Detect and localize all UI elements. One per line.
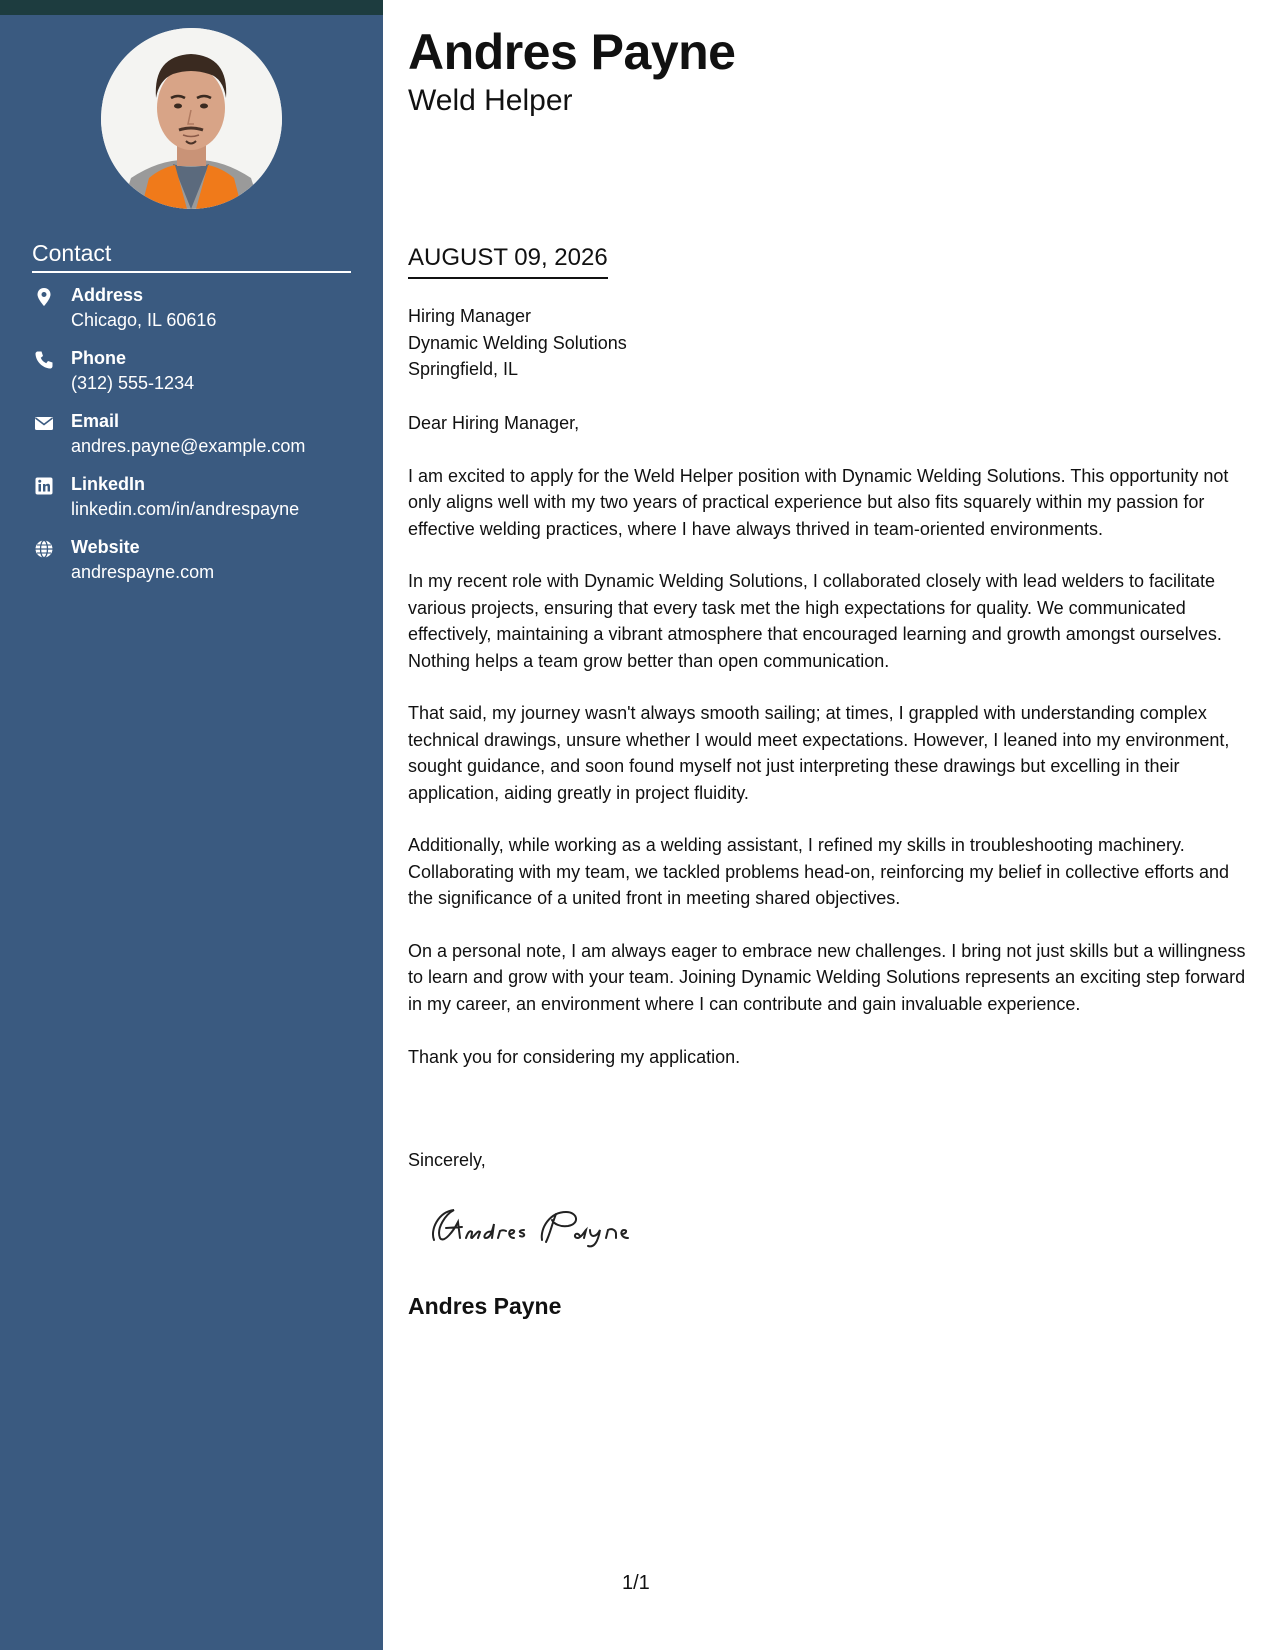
letter-date: AUGUST 09, 2026	[408, 244, 608, 279]
body-paragraph: That said, my journey wasn't always smooth sailing; at times, I grappled with understanding complex technical drawings, unsure whether I would meet expectations. However, I leaned into my environment, sought guidance, and soon found myself not just interpreting these drawings but excelling in their application, aiding greatly in project fluidity.	[408, 703, 1230, 803]
contact-item-website	[32, 537, 362, 600]
applicant-name: Andres Payne	[408, 24, 736, 80]
contact-heading: Contact	[32, 240, 351, 273]
contact-label: Phone	[71, 348, 127, 368]
sidebar-top-bar	[0, 0, 383, 15]
recipient-line: Hiring Manager	[408, 306, 532, 326]
salutation: Dear Hiring Manager,	[408, 413, 580, 433]
contact-item-email	[32, 411, 362, 474]
contact-item-linkedin	[32, 474, 362, 537]
contact-value: Chicago, IL 60616	[71, 310, 217, 330]
body-paragraph: In my recent role with Dynamic Welding Solutions, I collaborated closely with lead welders to facilitate various projects, ensuring that every task met the high expectations for quality. We communicated effectively, maintaining a vibrant atmosphere that encouraged learning and growth amongst ourselves. Nothing helps a team grow better than open communication.	[408, 571, 1222, 671]
letter-body	[408, 410, 1248, 1096]
recipient-block	[408, 303, 627, 383]
contact-value[interactable]: linkedin.com/in/andrespayne	[71, 499, 300, 519]
contact-label: Address	[71, 285, 144, 305]
contact-label: LinkedIn	[71, 474, 146, 494]
email-icon	[34, 413, 54, 433]
phone-icon	[34, 350, 54, 370]
globe-icon	[34, 539, 54, 559]
body-paragraph: I am excited to apply for the Weld Helper position with Dynamic Welding Solutions. This opportunity not only aligns well with my two years of practical experience but also fits squarely within my passion for effective welding practices, where I have always thrived in team-oriented environments.	[408, 465, 1229, 539]
body-paragraph: Additionally, while working as a welding assistant, I refined my skills in troubleshooting machinery. Collaborating with my team, we tackled problems head-on, reinforcing my belief in collective efforts and the significance of a united front in meeting shared objectives.	[408, 835, 1230, 909]
recipient-line: Springfield, IL	[408, 359, 519, 379]
contact-value: (312) 555-1234	[71, 373, 195, 393]
body-paragraph: Thank you for considering my application.	[408, 1046, 741, 1067]
handwritten-signature	[420, 1200, 670, 1250]
applicant-role: Weld Helper	[408, 84, 573, 117]
signer-name: Andres Payne	[408, 1293, 562, 1319]
portrait-image	[101, 28, 282, 209]
contact-item-phone	[32, 348, 362, 411]
sidebar	[0, 0, 383, 1650]
recipient-line: Dynamic Welding Solutions	[408, 332, 627, 353]
linkedin-icon	[34, 476, 54, 496]
closing: Sincerely,	[408, 1150, 486, 1170]
profile-photo	[101, 28, 282, 209]
page-number: 1/1	[622, 1572, 650, 1594]
contact-value[interactable]: andrespayne.com	[71, 562, 215, 582]
contact-list	[32, 285, 362, 600]
contact-label: Email	[71, 411, 120, 431]
contact-item-address	[32, 285, 362, 348]
location-pin-icon	[34, 287, 54, 307]
contact-label: Website	[71, 537, 140, 557]
contact-value[interactable]: andres.payne@example.com	[71, 436, 306, 456]
body-paragraph: On a personal note, I am always eager to embrace new challenges. I bring not just skills but a willingness to learn and grow with your team. Joining Dynamic Welding Solutions represents an exciting step forward in my career, an environment where I can contribute and gain invaluable experience.	[408, 941, 1246, 1014]
